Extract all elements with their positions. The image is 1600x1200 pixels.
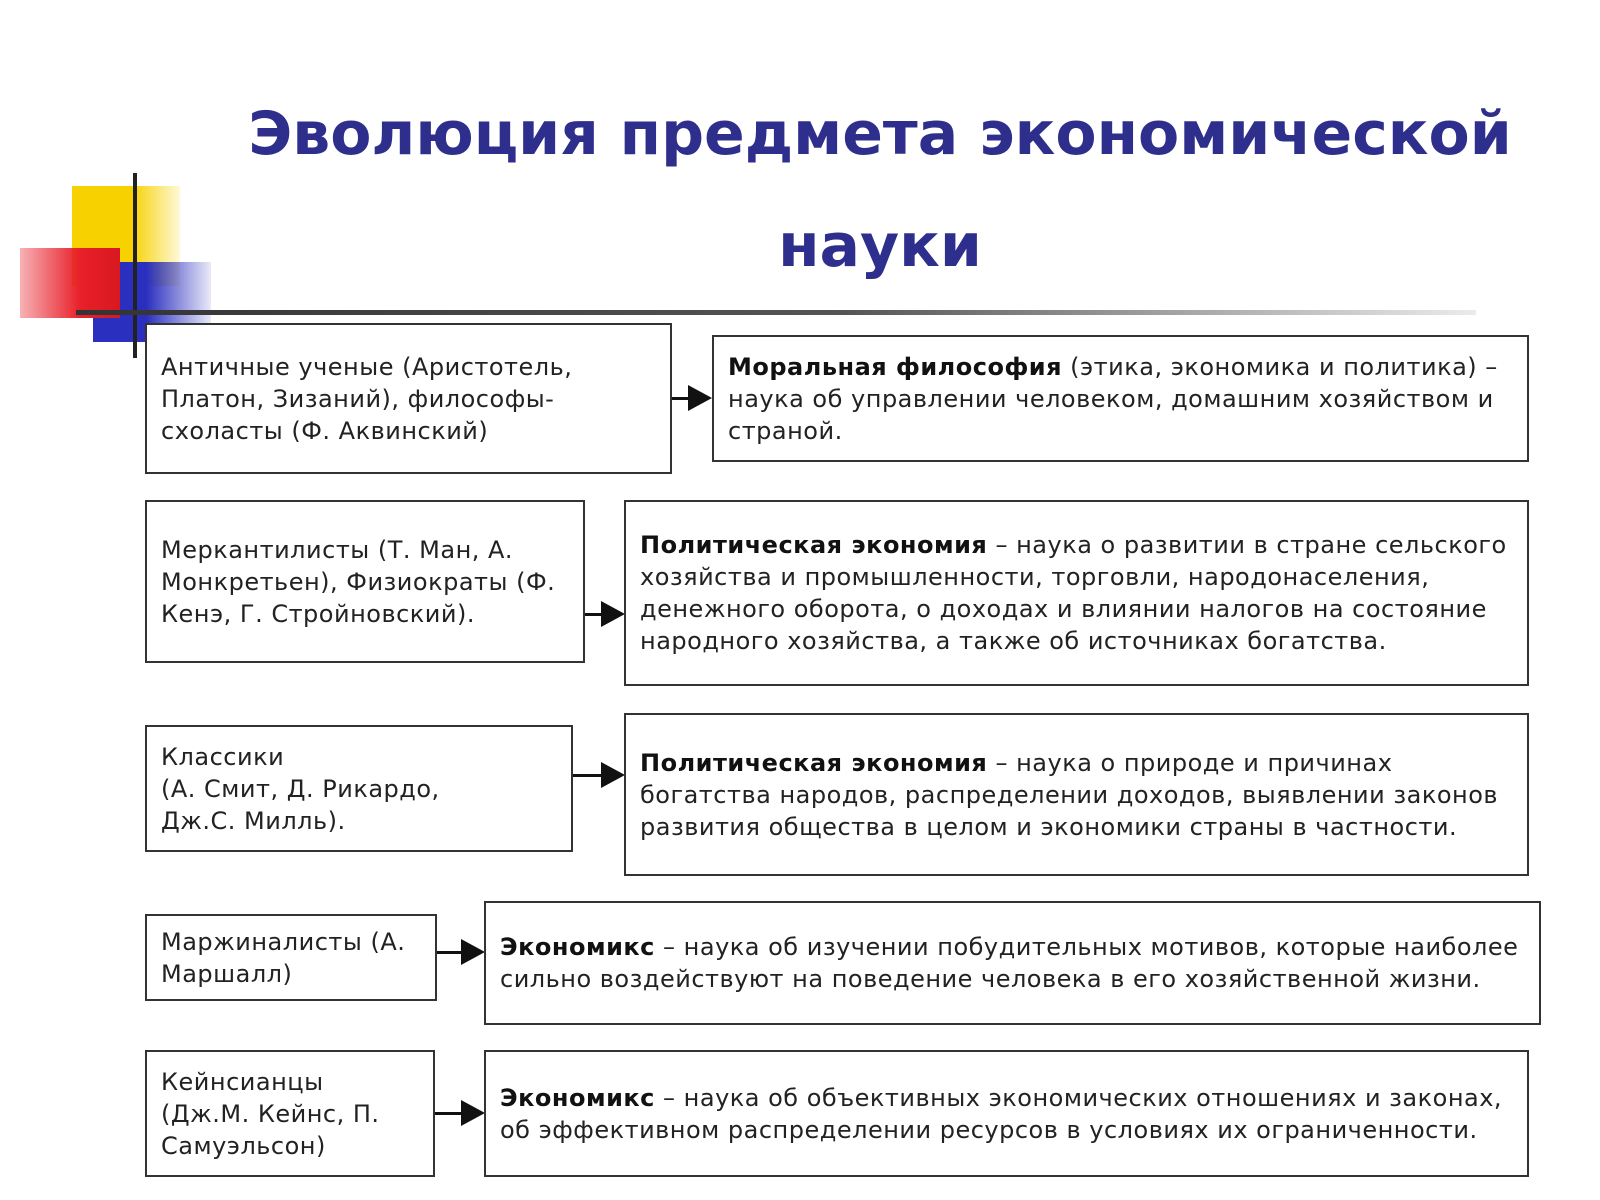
definition-term: Экономикс bbox=[500, 1083, 655, 1112]
school-box-marginalists bbox=[145, 914, 437, 1001]
definition-box-political-economy-2 bbox=[624, 713, 1529, 876]
school-box-keynesians bbox=[145, 1050, 435, 1177]
definition-term: Экономикс bbox=[500, 933, 655, 961]
definition-text: (этика, экономика и политика) – наука об управлении человеком, домашним хозяйством и страной. bbox=[728, 352, 1498, 445]
definition-box-political-economy-1 bbox=[624, 500, 1529, 686]
title-divider bbox=[76, 310, 1476, 315]
definition-text: – наука о природе и причинах богатства народов, распределении доходов, выявлении законов развития общества в целом и экономики страны в частности. bbox=[640, 748, 1499, 841]
arrow-right bbox=[585, 599, 625, 629]
definition-term: Моральная философия bbox=[728, 352, 1062, 381]
arrow-right bbox=[435, 1098, 485, 1128]
school-text: Маржиналисты (А. Маршалл) bbox=[161, 927, 406, 988]
definition-text: – наука об изучении побудительных мотивов, которые наиболее сильно воздействуют на поведение человека в его хозяйственной жизни. bbox=[500, 933, 1519, 993]
definition-text: – наука о развитии в стране сельского хозяйства и промышленности, торговли, народонаселения, денежного оборота, о доходах и влиянии налогов на состояние народного хозяйства, а также об источниках богатства. bbox=[640, 531, 1507, 655]
definition-term: Политическая экономия bbox=[640, 748, 988, 777]
definition-text: – наука об объективных экономических отношениях и законах, об эффективном распределении ресурсов в условиях их ограниченности. bbox=[500, 1083, 1503, 1144]
definition-box-economics-1 bbox=[484, 901, 1541, 1025]
definition-box-moral-philosophy bbox=[712, 335, 1529, 462]
arrow-right bbox=[573, 760, 625, 790]
decor-red-square bbox=[20, 248, 120, 318]
school-text: Меркантилисты (Т. Ман, А. Монкретьен), Физиократы (Ф. Кенэ, Г. Стройновский). bbox=[161, 535, 556, 628]
school-text: Кейнсианцы (Дж.М. Кейнс, П. Самуэльсон) bbox=[161, 1067, 380, 1160]
definition-box-economics-2 bbox=[484, 1050, 1529, 1177]
school-box-ancient bbox=[145, 323, 672, 474]
page-title: Эволюция предмета экономической науки bbox=[248, 99, 1512, 281]
decor-vertical-line bbox=[133, 173, 137, 358]
arrow-right bbox=[437, 937, 485, 967]
arrow-right bbox=[672, 383, 712, 413]
school-text: Античные ученые (Аристотель, Платон, Зизаний), философы- схоласты (Ф. Аквинский) bbox=[161, 352, 573, 445]
definition-term: Политическая экономия bbox=[640, 531, 988, 559]
school-box-classics bbox=[145, 725, 573, 852]
school-box-mercantilists bbox=[145, 500, 585, 663]
school-text: Классики (А. Смит, Д. Рикардо, Дж.С. Милль). bbox=[161, 742, 440, 835]
